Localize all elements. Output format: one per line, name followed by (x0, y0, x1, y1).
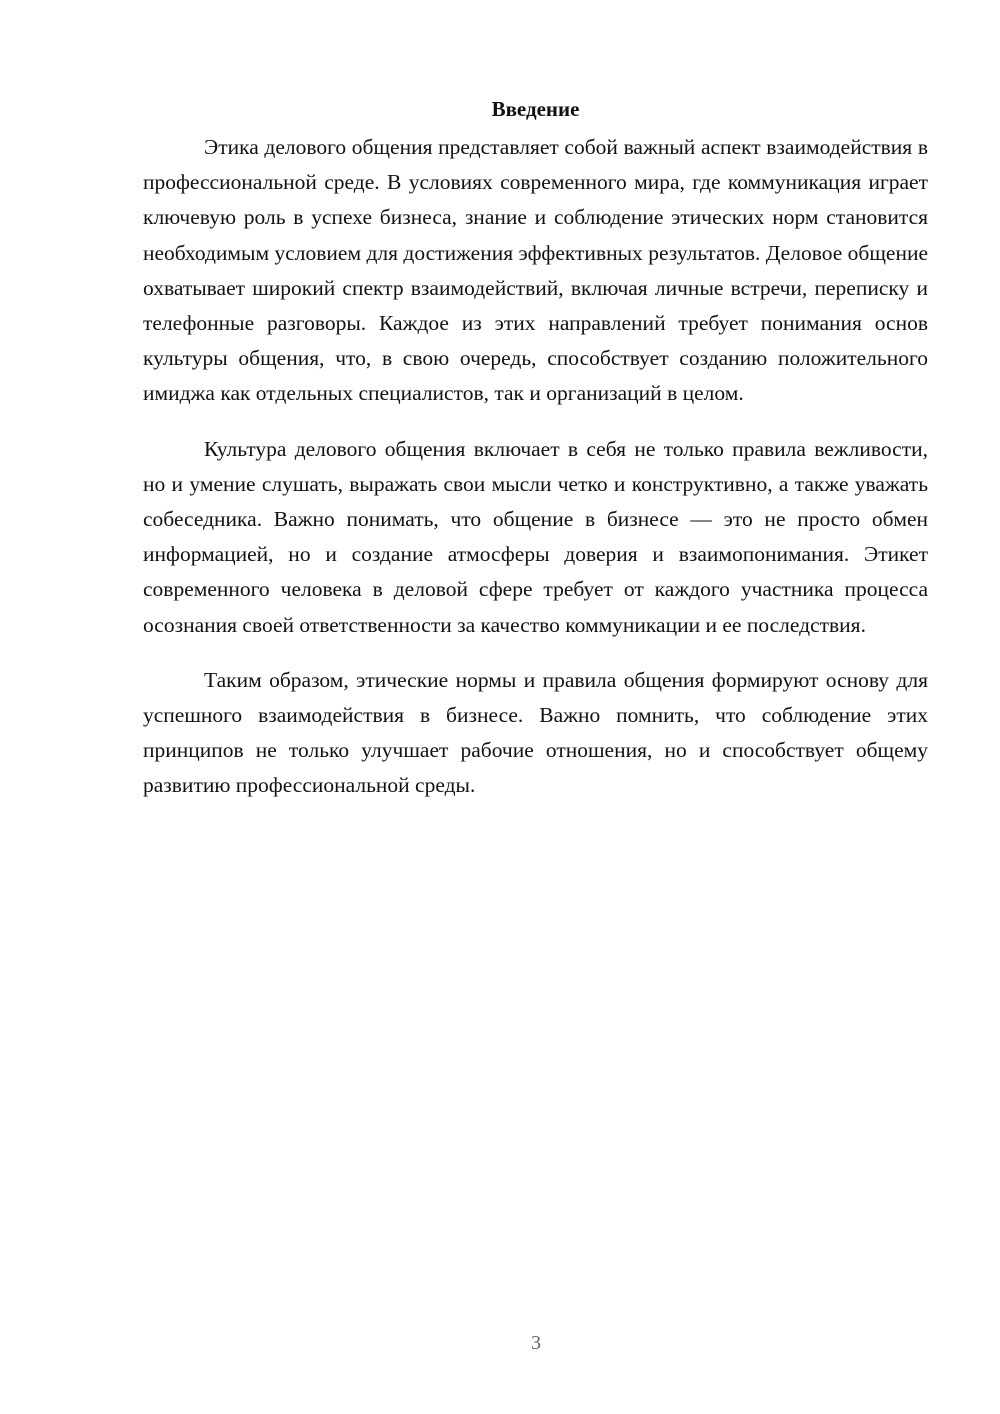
paragraph-1: Этика делового общения представляет собой важный аспект взаимодействия в профессиональной среде. В условиях современного мира, где коммуникация играет ключевую роль в успехе бизнеса, знание и соблюдение этических норм становится необходимым условием для достижения эффективных результатов. Деловое общение охватывает широкий спектр взаимодействий, включая личные встречи, переписку и телефонные разговоры. Каждое из этих направлений требует понимания основ культуры общения, что, в свою очередь, способствует созданию положительного имиджа как отдельных специалистов, так и организаций в целом. (143, 135, 928, 406)
page-content (143, 92, 928, 824)
page-number: 3 (531, 1332, 541, 1354)
page-title: Введение (491, 97, 580, 121)
paragraph-2: Культура делового общения включает в себя не только правила вежливости, но и умение слушать, выражать свои мысли четко и конструктивно, а также уважать собеседника. Важно понимать, что общение в бизнесе — это не просто обмен информацией, но и создание атмосферы доверия и взаимопонимания. Этикет современного человека в деловой сфере требует от каждого участника процесса осознания своей ответственности за качество коммуникации и ее последствия. (143, 436, 928, 637)
paragraph-3: Таким образом, этические нормы и правила общения формируют основу для успешного взаимодействия в бизнесе. Важно помнить, что соблюдение этих принципов не только улучшает рабочие отношения, но и способствует общему развитию профессиональной среды. (143, 667, 928, 798)
